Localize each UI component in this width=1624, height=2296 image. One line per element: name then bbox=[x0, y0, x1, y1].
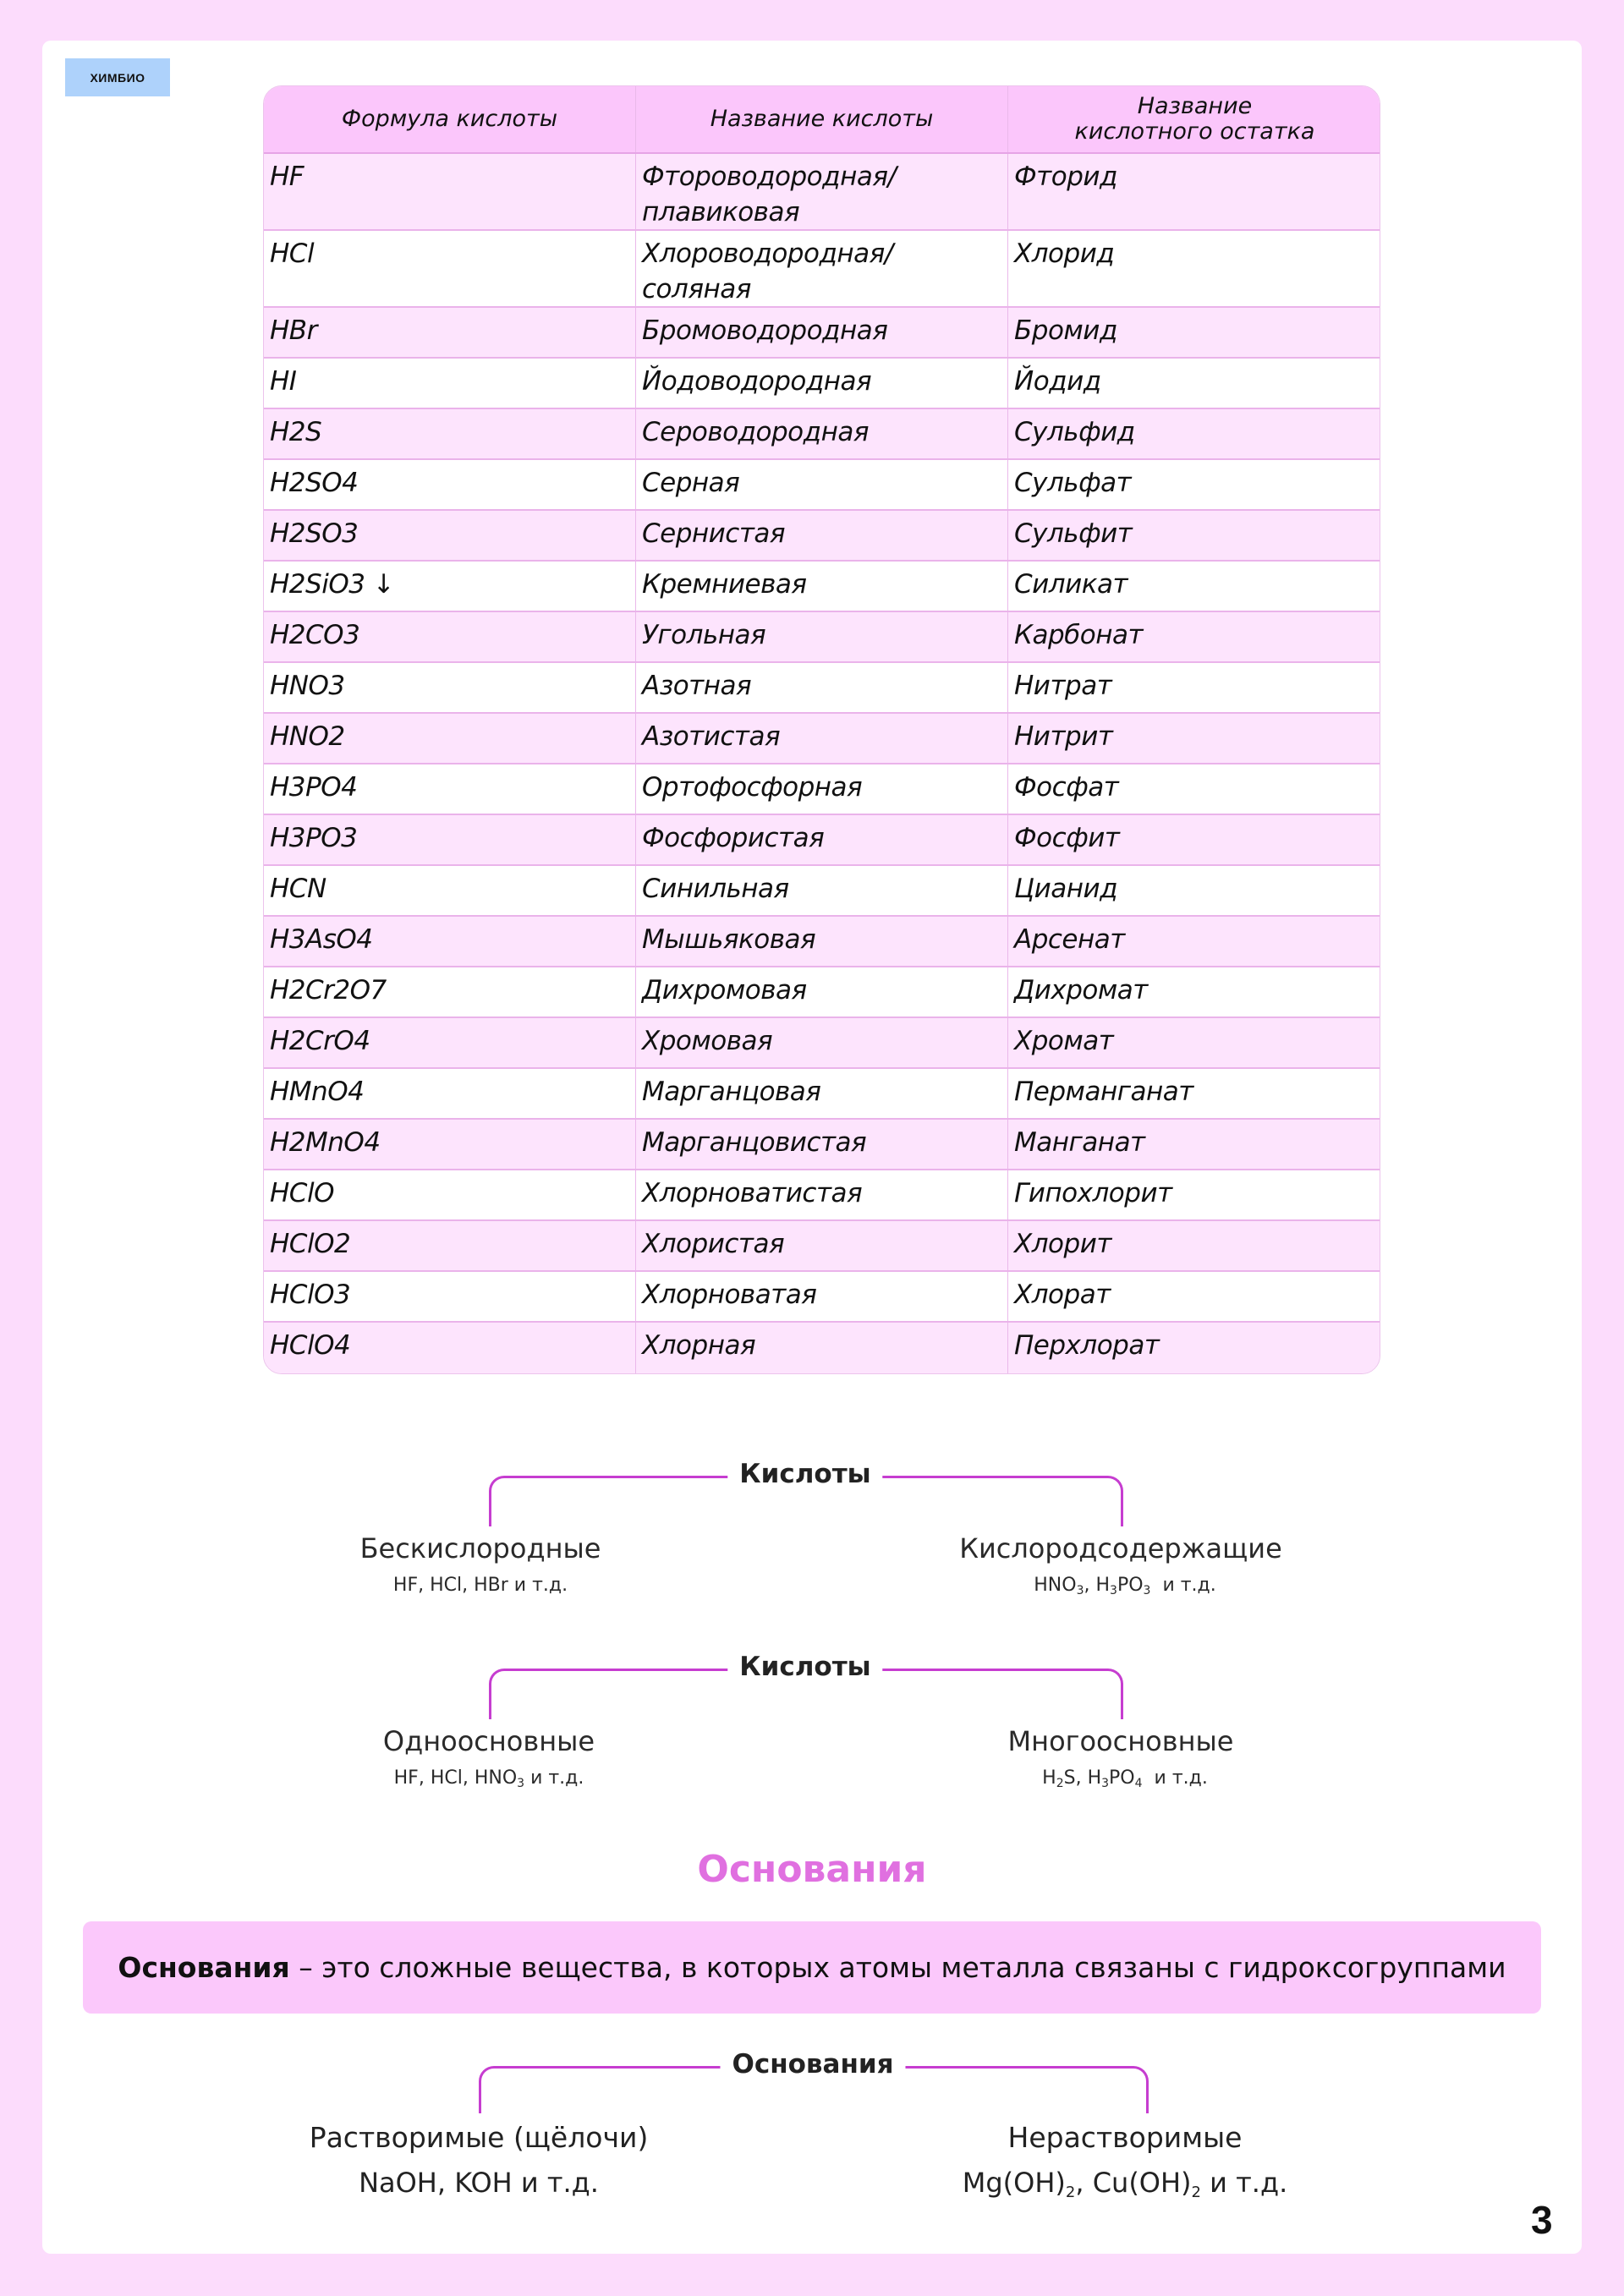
cell-acid-name: Йодоводородная bbox=[636, 359, 1008, 408]
bases-heading: Основания bbox=[697, 1848, 927, 1891]
header-residue-name bbox=[1008, 86, 1380, 152]
table-row bbox=[264, 154, 1380, 231]
branch-insoluble-label: Нерастворимые bbox=[1007, 2121, 1243, 2154]
table-row bbox=[264, 764, 1380, 815]
cell-acid-name: Хлористая bbox=[636, 1221, 1008, 1270]
cell-formula: H2SiO3 ↓ bbox=[264, 562, 636, 611]
table-row bbox=[264, 1170, 1380, 1221]
cell-formula: H2Cr2O7 bbox=[264, 967, 636, 1016]
subscript: 4 bbox=[1134, 1777, 1143, 1790]
cell-formula: HCl bbox=[264, 231, 636, 307]
cell-formula: H2CO3 bbox=[264, 612, 636, 661]
cell-acid-name: Синильная bbox=[636, 866, 1008, 915]
header-residue-line2: кислотного остатка bbox=[1074, 118, 1315, 145]
cell-residue: Дихромат bbox=[1014, 975, 1148, 1006]
table-row bbox=[264, 1120, 1380, 1170]
diagram-title: Основания bbox=[720, 2049, 905, 2080]
table-row bbox=[264, 409, 1380, 460]
cell-residue: Сульфит bbox=[1014, 518, 1133, 549]
branch-monobasic-examples bbox=[394, 1767, 584, 1790]
formula-text: , H bbox=[1084, 1575, 1111, 1596]
diagram-title: Кислоты bbox=[727, 1652, 882, 1682]
header-residue-line1: Название bbox=[1137, 93, 1253, 119]
cell-residue: Хлорид bbox=[1014, 238, 1115, 269]
cell-acid-name: Сернистая bbox=[636, 511, 1008, 560]
branch-polybasic-label: Многоосновные bbox=[1007, 1725, 1234, 1757]
cell-residue: Бромид bbox=[1014, 315, 1117, 346]
cell-acid-name: Угольная bbox=[636, 612, 1008, 661]
branch-polybasic-examples bbox=[1042, 1767, 1208, 1790]
formula-text: и т.д. bbox=[524, 1767, 584, 1789]
cell-residue: Арсенат bbox=[1014, 924, 1125, 955]
formula-text: HF, HCl, HNO bbox=[393, 1767, 518, 1789]
cell-acid-name-line2: соляная bbox=[642, 274, 751, 304]
table-row bbox=[264, 967, 1380, 1018]
table-row bbox=[264, 460, 1380, 511]
table-row bbox=[264, 308, 1380, 359]
cell-formula: H2CrO4 bbox=[264, 1018, 636, 1067]
cell-formula: HNO2 bbox=[264, 714, 636, 763]
cell-residue: Цианид bbox=[1014, 874, 1118, 904]
cell-acid-name: Марганцовистая bbox=[636, 1120, 1008, 1169]
branch-oxygen-free-examples: HF, HCl, HBr и т.д. bbox=[392, 1575, 568, 1596]
table-row bbox=[264, 1221, 1380, 1272]
table-header bbox=[264, 86, 1380, 154]
formula-text: H bbox=[1042, 1767, 1056, 1789]
cell-acid-name-line1: Хлороводородная/ bbox=[642, 238, 893, 269]
formula-text: Mg(OH) bbox=[962, 2167, 1066, 2199]
header-formula: Формула кислоты bbox=[264, 86, 636, 152]
cell-residue: Нитрит bbox=[1014, 721, 1113, 752]
cell-residue: Перхлорат bbox=[1014, 1330, 1160, 1361]
formula-text: PO bbox=[1109, 1767, 1135, 1789]
branch-insoluble-examples bbox=[963, 2167, 1287, 2201]
subscript: 2 bbox=[1065, 2184, 1076, 2201]
branch-soluble-label: Растворимые (щёлочи) bbox=[309, 2121, 649, 2154]
table-row bbox=[264, 866, 1380, 917]
cell-formula: H2MnO4 bbox=[264, 1120, 636, 1169]
subscript: 3 bbox=[1076, 1584, 1084, 1597]
cell-residue: Нитрат bbox=[1014, 671, 1112, 701]
subscript: 2 bbox=[1191, 2184, 1201, 2201]
cell-formula: H3PO4 bbox=[264, 764, 636, 814]
table-row bbox=[264, 917, 1380, 967]
cell-acid-name-line2: плавиковая bbox=[642, 197, 800, 227]
table-row bbox=[264, 663, 1380, 714]
brand-badge bbox=[65, 58, 170, 96]
cell-formula: H2SO3 bbox=[264, 511, 636, 560]
subscript: 2 bbox=[1056, 1777, 1064, 1790]
cell-acid-name: Хромовая bbox=[636, 1018, 1008, 1067]
cell-acid-name: Азотистая bbox=[636, 714, 1008, 763]
definition-term: Основания bbox=[118, 1951, 290, 1984]
formula-text: , Cu(OH) bbox=[1075, 2167, 1192, 2199]
cell-acid-name: Хлорноватистая bbox=[636, 1170, 1008, 1219]
cell-residue: Перманганат bbox=[1014, 1077, 1193, 1107]
cell-formula: HClO2 bbox=[264, 1221, 636, 1270]
cell-residue: Гипохлорит bbox=[1014, 1178, 1172, 1208]
branch-oxygen-containing-label: Кислородсодержащие bbox=[959, 1532, 1282, 1564]
header-acid-name: Название кислоты bbox=[636, 86, 1008, 152]
cell-residue: Карбонат bbox=[1014, 620, 1144, 650]
subscript: 3 bbox=[1143, 1584, 1151, 1597]
branch-monobasic-label: Одноосновные bbox=[382, 1725, 595, 1757]
cell-acid-name: Хлорноватая bbox=[636, 1272, 1008, 1321]
formula-text: S, H bbox=[1063, 1767, 1102, 1789]
cell-acid-name: Хлорная bbox=[636, 1323, 1008, 1373]
cell-formula: HClO4 bbox=[264, 1323, 636, 1373]
table-row bbox=[264, 815, 1380, 866]
cell-acid-name bbox=[636, 154, 1008, 230]
cell-formula: H3PO3 bbox=[264, 815, 636, 864]
table-row bbox=[264, 562, 1380, 612]
cell-residue: Сульфат bbox=[1014, 468, 1132, 498]
cell-formula: HF bbox=[264, 154, 636, 230]
cell-residue: Силикат bbox=[1014, 569, 1128, 600]
cell-formula: H3AsO4 bbox=[264, 917, 636, 966]
cell-acid-name: Азотная bbox=[636, 663, 1008, 712]
cell-residue: Йодид bbox=[1014, 366, 1101, 397]
diagram-title: Кислоты bbox=[727, 1459, 882, 1489]
cell-acid-name: Кремниевая bbox=[636, 562, 1008, 611]
table-row bbox=[264, 1323, 1380, 1373]
acid-table bbox=[263, 85, 1380, 1374]
definition-text: – это сложные вещества, в которых атомы металла связаны с гидроксогруппами bbox=[289, 1951, 1506, 1984]
cell-acid-name: Мышьяковая bbox=[636, 917, 1008, 966]
table-row bbox=[264, 511, 1380, 562]
cell-formula: HBr bbox=[264, 308, 636, 357]
page-number: 3 bbox=[1531, 2198, 1553, 2242]
branch-soluble-examples: NaOH, KOH и т.д. bbox=[359, 2167, 599, 2199]
bases-definition bbox=[83, 1921, 1541, 2014]
cell-acid-name: Дихромовая bbox=[636, 967, 1008, 1016]
cell-formula: HNO3 bbox=[264, 663, 636, 712]
cell-residue: Хлорит bbox=[1014, 1229, 1111, 1259]
cell-acid-name: Сероводородная bbox=[636, 409, 1008, 458]
cell-acid-name: Фосфористая bbox=[636, 815, 1008, 864]
formula-text: и т.д. bbox=[1200, 2167, 1288, 2199]
cell-formula: HMnO4 bbox=[264, 1069, 636, 1118]
branch-oxygen-free-label: Бескислородные bbox=[359, 1532, 601, 1564]
formula-text: HNO bbox=[1034, 1575, 1077, 1596]
cell-acid-name: Бромоводородная bbox=[636, 308, 1008, 357]
table-row bbox=[264, 1018, 1380, 1069]
cell-formula: H2SO4 bbox=[264, 460, 636, 509]
cell-formula: HClO bbox=[264, 1170, 636, 1219]
table-row bbox=[264, 1272, 1380, 1323]
cell-residue: Хлорат bbox=[1014, 1280, 1111, 1310]
cell-formula: HCN bbox=[264, 866, 636, 915]
formula-text: PO bbox=[1116, 1575, 1144, 1596]
subscript: 3 bbox=[1110, 1584, 1117, 1597]
cell-acid-name: Ортофосфорная bbox=[636, 764, 1008, 814]
table-row bbox=[264, 612, 1380, 663]
branch-oxygen-containing-examples bbox=[1034, 1575, 1216, 1597]
cell-acid-name-line1: Фтороводородная/ bbox=[642, 162, 897, 192]
table-row bbox=[264, 1069, 1380, 1120]
cell-residue: Фосфит bbox=[1014, 823, 1120, 853]
cell-formula: HClO3 bbox=[264, 1272, 636, 1321]
cell-residue: Фторид bbox=[1014, 162, 1117, 192]
cell-residue: Фосфат bbox=[1014, 772, 1119, 803]
brand-badge-label: ХИМБИО bbox=[90, 70, 145, 85]
cell-residue: Хромат bbox=[1014, 1026, 1114, 1056]
formula-text: и т.д. bbox=[1150, 1575, 1216, 1596]
cell-acid-name: Марганцовая bbox=[636, 1069, 1008, 1118]
cell-acid-name: Серная bbox=[636, 460, 1008, 509]
cell-acid-name bbox=[636, 231, 1008, 307]
formula-text: и т.д. bbox=[1142, 1767, 1208, 1789]
subscript: 3 bbox=[517, 1777, 525, 1790]
table-row bbox=[264, 359, 1380, 409]
table-row bbox=[264, 714, 1380, 764]
cell-formula: H2S bbox=[264, 409, 636, 458]
cell-residue: Манганат bbox=[1014, 1127, 1145, 1158]
cell-residue: Сульфид bbox=[1014, 417, 1135, 447]
cell-formula: HI bbox=[264, 359, 636, 408]
subscript: 3 bbox=[1101, 1777, 1110, 1790]
table-row bbox=[264, 231, 1380, 308]
